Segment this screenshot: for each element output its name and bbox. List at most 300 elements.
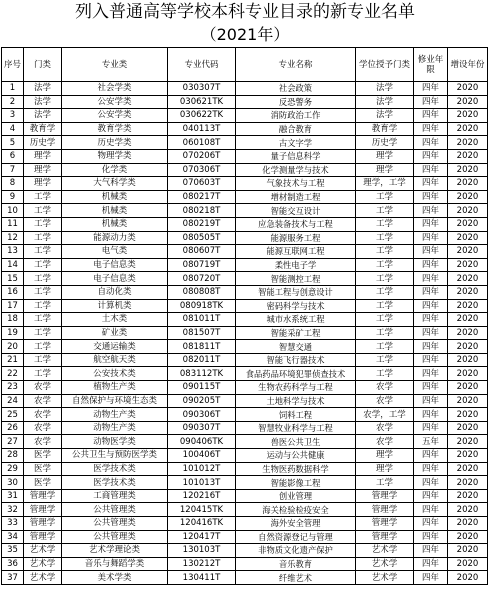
cell-index: 34 — [2, 530, 24, 544]
cell-year-added: 2020 — [448, 367, 488, 381]
cell-major-name: 兽医公共卫生 — [236, 435, 356, 449]
cell-discipline-class: 动物医学类 — [62, 435, 168, 449]
cell-major-code: 090307T — [168, 421, 236, 435]
cell-index: 9 — [2, 190, 24, 204]
table-row — [2, 421, 488, 435]
cell-major-name: 智能工程与创意设计 — [236, 285, 356, 299]
cell-study-years: 四年 — [414, 353, 448, 367]
header-index: 序号 — [2, 48, 24, 82]
cell-year-added: 2020 — [448, 353, 488, 367]
cell-category: 工学 — [24, 231, 62, 245]
cell-major-code: 130212T — [168, 557, 236, 571]
cell-category: 艺术学 — [24, 557, 62, 571]
cell-index: 7 — [2, 163, 24, 177]
cell-degree-category: 艺术学 — [356, 544, 414, 558]
cell-degree-category: 工学 — [356, 340, 414, 354]
cell-major-name: 气象技术与工程 — [236, 177, 356, 191]
cell-discipline-class: 自然保护与环境生态类 — [62, 394, 168, 408]
cell-index: 14 — [2, 258, 24, 272]
cell-year-added: 2020 — [448, 95, 488, 109]
cell-index: 19 — [2, 326, 24, 340]
cell-major-code: 080808T — [168, 285, 236, 299]
table-row — [2, 313, 488, 327]
cell-category: 艺术学 — [24, 571, 62, 585]
cell-year-added: 2020 — [448, 217, 488, 231]
cell-major-code: 030307T — [168, 82, 236, 96]
cell-discipline-class: 工商管理类 — [62, 489, 168, 503]
table-row — [2, 299, 488, 313]
cell-major-code: 130411T — [168, 571, 236, 585]
cell-major-code: 082011T — [168, 353, 236, 367]
cell-year-added: 2020 — [448, 557, 488, 571]
cell-major-name: 古文字学 — [236, 136, 356, 150]
cell-discipline-class: 交通运输类 — [62, 340, 168, 354]
cell-category: 农学 — [24, 408, 62, 422]
cell-study-years: 四年 — [414, 421, 448, 435]
cell-category: 工学 — [24, 272, 62, 286]
cell-study-years: 四年 — [414, 258, 448, 272]
cell-degree-category: 工学 — [356, 299, 414, 313]
cell-index: 33 — [2, 517, 24, 531]
cell-discipline-class: 电子信息类 — [62, 272, 168, 286]
cell-category: 管理学 — [24, 503, 62, 517]
cell-major-name: 智慧交通 — [236, 340, 356, 354]
cell-study-years: 四年 — [414, 557, 448, 571]
cell-degree-category: 艺术学 — [356, 571, 414, 585]
cell-major-code: 120416TK — [168, 517, 236, 531]
cell-discipline-class: 土木类 — [62, 313, 168, 327]
cell-discipline-class: 公共管理类 — [62, 503, 168, 517]
cell-study-years: 四年 — [414, 285, 448, 299]
cell-degree-category: 工学 — [356, 476, 414, 490]
cell-major-name: 自然资源登记与管理 — [236, 530, 356, 544]
cell-major-name: 智能采矿工程 — [236, 326, 356, 340]
cell-degree-category: 工学 — [356, 190, 414, 204]
header-degree-category: 学位授予门类 — [356, 48, 414, 82]
cell-discipline-class: 自动化类 — [62, 285, 168, 299]
cell-discipline-class: 物理学类 — [62, 149, 168, 163]
cell-degree-category: 管理学 — [356, 530, 414, 544]
cell-major-code: 070603T — [168, 177, 236, 191]
cell-year-added: 2020 — [448, 163, 488, 177]
cell-year-added: 2020 — [448, 313, 488, 327]
cell-category: 教育学 — [24, 122, 62, 136]
cell-study-years: 四年 — [414, 367, 448, 381]
cell-category: 法学 — [24, 95, 62, 109]
cell-category: 理学 — [24, 163, 62, 177]
cell-study-years: 四年 — [414, 544, 448, 558]
cell-major-name: 智能影像工程 — [236, 476, 356, 490]
cell-major-code: 080918TK — [168, 299, 236, 313]
cell-year-added: 2020 — [448, 204, 488, 218]
cell-study-years: 四年 — [414, 136, 448, 150]
cell-year-added: 2020 — [448, 190, 488, 204]
cell-major-name: 消防政治工作 — [236, 109, 356, 123]
cell-degree-category: 工学 — [356, 313, 414, 327]
cell-year-added: 2020 — [448, 462, 488, 476]
cell-degree-category: 教育学 — [356, 122, 414, 136]
table-row — [2, 204, 488, 218]
cell-category: 管理学 — [24, 489, 62, 503]
cell-major-name: 反恐警务 — [236, 95, 356, 109]
cell-degree-category: 艺术学 — [356, 557, 414, 571]
cell-major-code: 090205T — [168, 394, 236, 408]
table-row — [2, 245, 488, 259]
cell-major-name: 食品药品环境犯罪侦查技术 — [236, 367, 356, 381]
table-row — [2, 489, 488, 503]
table-row — [2, 190, 488, 204]
cell-study-years: 四年 — [414, 326, 448, 340]
cell-index: 11 — [2, 217, 24, 231]
cell-index: 4 — [2, 122, 24, 136]
cell-year-added: 2020 — [448, 517, 488, 531]
cell-degree-category: 管理学 — [356, 517, 414, 531]
cell-study-years: 四年 — [414, 313, 448, 327]
header-category: 门类 — [24, 48, 62, 82]
cell-discipline-class: 化学类 — [62, 163, 168, 177]
table-row — [2, 340, 488, 354]
cell-major-code: 130103T — [168, 544, 236, 558]
cell-discipline-class: 动物生产类 — [62, 421, 168, 435]
cell-discipline-class: 医学技术类 — [62, 476, 168, 490]
cell-category: 农学 — [24, 421, 62, 435]
cell-discipline-class: 能源动力类 — [62, 231, 168, 245]
cell-year-added: 2020 — [448, 231, 488, 245]
cell-category: 工学 — [24, 313, 62, 327]
cell-major-code: 090406TK — [168, 435, 236, 449]
cell-major-code: 030621TK — [168, 95, 236, 109]
cell-year-added: 2020 — [448, 245, 488, 259]
cell-index: 10 — [2, 204, 24, 218]
cell-study-years: 四年 — [414, 394, 448, 408]
cell-major-name: 能源服务工程 — [236, 231, 356, 245]
cell-major-code: 100406T — [168, 449, 236, 463]
cell-study-years: 四年 — [414, 476, 448, 490]
cell-year-added: 2020 — [448, 149, 488, 163]
cell-category: 工学 — [24, 190, 62, 204]
header-major-code: 专业代码 — [168, 48, 236, 82]
cell-discipline-class: 机械类 — [62, 204, 168, 218]
cell-study-years: 四年 — [414, 489, 448, 503]
cell-year-added: 2020 — [448, 530, 488, 544]
cell-category: 工学 — [24, 258, 62, 272]
cell-category: 农学 — [24, 381, 62, 395]
cell-major-name: 密码科学与技术 — [236, 299, 356, 313]
cell-category: 农学 — [24, 435, 62, 449]
cell-major-code: 081811T — [168, 340, 236, 354]
table-row — [2, 476, 488, 490]
cell-index: 16 — [2, 285, 24, 299]
cell-major-name: 非物质文化遗产保护 — [236, 544, 356, 558]
cell-major-code: 120216T — [168, 489, 236, 503]
cell-year-added: 2020 — [448, 449, 488, 463]
majors-table — [1, 47, 488, 585]
cell-index: 24 — [2, 394, 24, 408]
cell-year-added: 2020 — [448, 503, 488, 517]
cell-year-added: 2020 — [448, 82, 488, 96]
table-row — [2, 353, 488, 367]
header-year-added: 增设年份 — [448, 48, 488, 82]
cell-discipline-class: 机械类 — [62, 190, 168, 204]
cell-degree-category: 工学 — [356, 204, 414, 218]
table-row — [2, 149, 488, 163]
cell-major-code: 070306T — [168, 163, 236, 177]
cell-index: 22 — [2, 367, 24, 381]
table-row — [2, 109, 488, 123]
cell-category: 管理学 — [24, 517, 62, 531]
cell-degree-category: 工学 — [356, 231, 414, 245]
cell-major-code: 060108T — [168, 136, 236, 150]
cell-degree-category: 理学 — [356, 163, 414, 177]
cell-degree-category: 理学 — [356, 449, 414, 463]
cell-major-name: 生物农药科学与工程 — [236, 381, 356, 395]
cell-category: 工学 — [24, 340, 62, 354]
table-row — [2, 82, 488, 96]
cell-year-added: 2020 — [448, 177, 488, 191]
table-row — [2, 530, 488, 544]
cell-year-added: 2020 — [448, 394, 488, 408]
table-row — [2, 462, 488, 476]
cell-major-name: 社会政策 — [236, 82, 356, 96]
table-row — [2, 258, 488, 272]
cell-discipline-class: 美术学类 — [62, 571, 168, 585]
cell-study-years: 四年 — [414, 299, 448, 313]
cell-degree-category: 工学 — [356, 353, 414, 367]
cell-year-added: 2020 — [448, 571, 488, 585]
table-row — [2, 503, 488, 517]
cell-major-code: 080219T — [168, 217, 236, 231]
document-subtitle-year: （2021年） — [200, 25, 290, 44]
cell-study-years: 四年 — [414, 190, 448, 204]
cell-index: 6 — [2, 149, 24, 163]
cell-study-years: 五年 — [414, 435, 448, 449]
cell-degree-category: 农学，工学 — [356, 408, 414, 422]
table-row — [2, 394, 488, 408]
cell-study-years: 四年 — [414, 503, 448, 517]
cell-discipline-class: 矿业类 — [62, 326, 168, 340]
cell-degree-category: 工学 — [356, 245, 414, 259]
cell-discipline-class: 艺术学理论类 — [62, 544, 168, 558]
cell-discipline-class: 历史学类 — [62, 136, 168, 150]
cell-index: 36 — [2, 557, 24, 571]
cell-category: 理学 — [24, 149, 62, 163]
cell-category: 工学 — [24, 367, 62, 381]
cell-index: 12 — [2, 231, 24, 245]
cell-major-code: 090115T — [168, 381, 236, 395]
cell-major-code: 083112TK — [168, 367, 236, 381]
cell-index: 32 — [2, 503, 24, 517]
cell-degree-category: 历史学 — [356, 136, 414, 150]
table-row — [2, 449, 488, 463]
table-row — [2, 544, 488, 558]
table-row — [2, 231, 488, 245]
cell-discipline-class: 教育学类 — [62, 122, 168, 136]
cell-degree-category: 理学，工学 — [356, 177, 414, 191]
cell-year-added: 2020 — [448, 544, 488, 558]
cell-major-code: 120415TK — [168, 503, 236, 517]
cell-major-code: 080719T — [168, 258, 236, 272]
cell-major-code: 090306T — [168, 408, 236, 422]
cell-year-added: 2020 — [448, 136, 488, 150]
table-row — [2, 272, 488, 286]
cell-index: 2 — [2, 95, 24, 109]
cell-category: 工学 — [24, 245, 62, 259]
cell-major-code: 120417T — [168, 530, 236, 544]
table-header-row — [2, 48, 488, 82]
cell-index: 13 — [2, 245, 24, 259]
table-row — [2, 285, 488, 299]
cell-study-years: 四年 — [414, 95, 448, 109]
cell-category: 理学 — [24, 177, 62, 191]
document-title: 列入普通高等学校本科专业目录的新专业名单 — [75, 2, 415, 22]
table-row — [2, 435, 488, 449]
cell-study-years: 四年 — [414, 517, 448, 531]
cell-major-name: 化学测量学与技术 — [236, 163, 356, 177]
cell-category: 艺术学 — [24, 544, 62, 558]
cell-category: 法学 — [24, 109, 62, 123]
cell-index: 26 — [2, 421, 24, 435]
cell-study-years: 四年 — [414, 340, 448, 354]
table-row — [2, 177, 488, 191]
cell-study-years: 四年 — [414, 82, 448, 96]
cell-discipline-class: 社会学类 — [62, 82, 168, 96]
cell-year-added: 2020 — [448, 326, 488, 340]
cell-major-name: 生物医药数据科学 — [236, 462, 356, 476]
cell-index: 28 — [2, 449, 24, 463]
cell-degree-category: 农学 — [356, 421, 414, 435]
cell-discipline-class: 航空航天类 — [62, 353, 168, 367]
cell-major-name: 智能飞行器技术 — [236, 353, 356, 367]
cell-category: 农学 — [24, 394, 62, 408]
cell-degree-category: 理学 — [356, 462, 414, 476]
cell-year-added: 2020 — [448, 340, 488, 354]
cell-major-name: 智慧牧业科学与工程 — [236, 421, 356, 435]
cell-category: 工学 — [24, 204, 62, 218]
cell-degree-category: 法学 — [356, 109, 414, 123]
cell-study-years: 四年 — [414, 272, 448, 286]
table-row — [2, 217, 488, 231]
cell-degree-category: 法学 — [356, 82, 414, 96]
cell-discipline-class: 公安学类 — [62, 95, 168, 109]
cell-study-years: 四年 — [414, 449, 448, 463]
cell-major-code: 081507T — [168, 326, 236, 340]
cell-major-code: 081011T — [168, 313, 236, 327]
cell-major-code: 080607T — [168, 245, 236, 259]
cell-index: 5 — [2, 136, 24, 150]
cell-index: 25 — [2, 408, 24, 422]
cell-major-name: 饲料工程 — [236, 408, 356, 422]
cell-study-years: 四年 — [414, 462, 448, 476]
cell-category: 工学 — [24, 217, 62, 231]
cell-category: 管理学 — [24, 530, 62, 544]
cell-discipline-class: 公安学类 — [62, 109, 168, 123]
cell-study-years: 四年 — [414, 109, 448, 123]
cell-discipline-class: 计算机类 — [62, 299, 168, 313]
cell-index: 21 — [2, 353, 24, 367]
cell-year-added: 2020 — [448, 489, 488, 503]
cell-degree-category: 管理学 — [356, 489, 414, 503]
cell-study-years: 四年 — [414, 231, 448, 245]
cell-discipline-class: 植物生产类 — [62, 381, 168, 395]
cell-index: 29 — [2, 462, 24, 476]
cell-major-name: 增材制造工程 — [236, 190, 356, 204]
cell-degree-category: 工学 — [356, 217, 414, 231]
cell-discipline-class: 音乐与舞蹈学类 — [62, 557, 168, 571]
cell-year-added: 2020 — [448, 122, 488, 136]
cell-year-added: 2020 — [448, 272, 488, 286]
cell-degree-category: 理学 — [356, 149, 414, 163]
cell-degree-category: 工学 — [356, 272, 414, 286]
cell-index: 15 — [2, 272, 24, 286]
cell-discipline-class: 电子信息类 — [62, 258, 168, 272]
cell-major-name: 海关检验检疫安全 — [236, 503, 356, 517]
cell-major-name: 音乐教育 — [236, 557, 356, 571]
cell-index: 37 — [2, 571, 24, 585]
cell-year-added: 2020 — [448, 408, 488, 422]
cell-degree-category: 工学 — [356, 367, 414, 381]
cell-major-name: 应急装备技术与工程 — [236, 217, 356, 231]
cell-degree-category: 工学 — [356, 258, 414, 272]
cell-category: 历史学 — [24, 136, 62, 150]
table-row — [2, 381, 488, 395]
cell-major-name: 智能交互设计 — [236, 204, 356, 218]
cell-index: 20 — [2, 340, 24, 354]
cell-study-years: 四年 — [414, 149, 448, 163]
header-study-years: 修业年限 — [414, 48, 448, 82]
table-row — [2, 367, 488, 381]
cell-index: 3 — [2, 109, 24, 123]
cell-study-years: 四年 — [414, 408, 448, 422]
cell-discipline-class: 电气类 — [62, 245, 168, 259]
cell-degree-category: 管理学 — [356, 503, 414, 517]
cell-study-years: 四年 — [414, 177, 448, 191]
table-row — [2, 517, 488, 531]
cell-discipline-class: 大气科学类 — [62, 177, 168, 191]
table-row — [2, 122, 488, 136]
cell-study-years: 四年 — [414, 530, 448, 544]
header-discipline-class: 专业类 — [62, 48, 168, 82]
cell-discipline-class: 公共管理类 — [62, 530, 168, 544]
cell-major-name: 城市水系统工程 — [236, 313, 356, 327]
cell-study-years: 四年 — [414, 217, 448, 231]
cell-major-name: 土地科学与技术 — [236, 394, 356, 408]
cell-major-name: 运动与公共健康 — [236, 449, 356, 463]
cell-year-added: 2020 — [448, 381, 488, 395]
cell-index: 35 — [2, 544, 24, 558]
cell-discipline-class: 公安技术类 — [62, 367, 168, 381]
table-body — [2, 82, 488, 585]
cell-year-added: 2020 — [448, 258, 488, 272]
cell-major-name: 融合教育 — [236, 122, 356, 136]
table-row — [2, 95, 488, 109]
cell-discipline-class: 机械类 — [62, 217, 168, 231]
cell-discipline-class: 公共卫生与预防医学类 — [62, 449, 168, 463]
cell-category: 工学 — [24, 299, 62, 313]
cell-index: 18 — [2, 313, 24, 327]
cell-index: 17 — [2, 299, 24, 313]
cell-major-code: 080720T — [168, 272, 236, 286]
cell-major-code: 101013T — [168, 476, 236, 490]
cell-index: 27 — [2, 435, 24, 449]
cell-study-years: 四年 — [414, 381, 448, 395]
cell-index: 23 — [2, 381, 24, 395]
cell-major-name: 海外安全管理 — [236, 517, 356, 531]
cell-study-years: 四年 — [414, 571, 448, 585]
cell-index: 30 — [2, 476, 24, 490]
cell-major-code: 070206T — [168, 149, 236, 163]
cell-index: 1 — [2, 82, 24, 96]
cell-category: 医学 — [24, 449, 62, 463]
